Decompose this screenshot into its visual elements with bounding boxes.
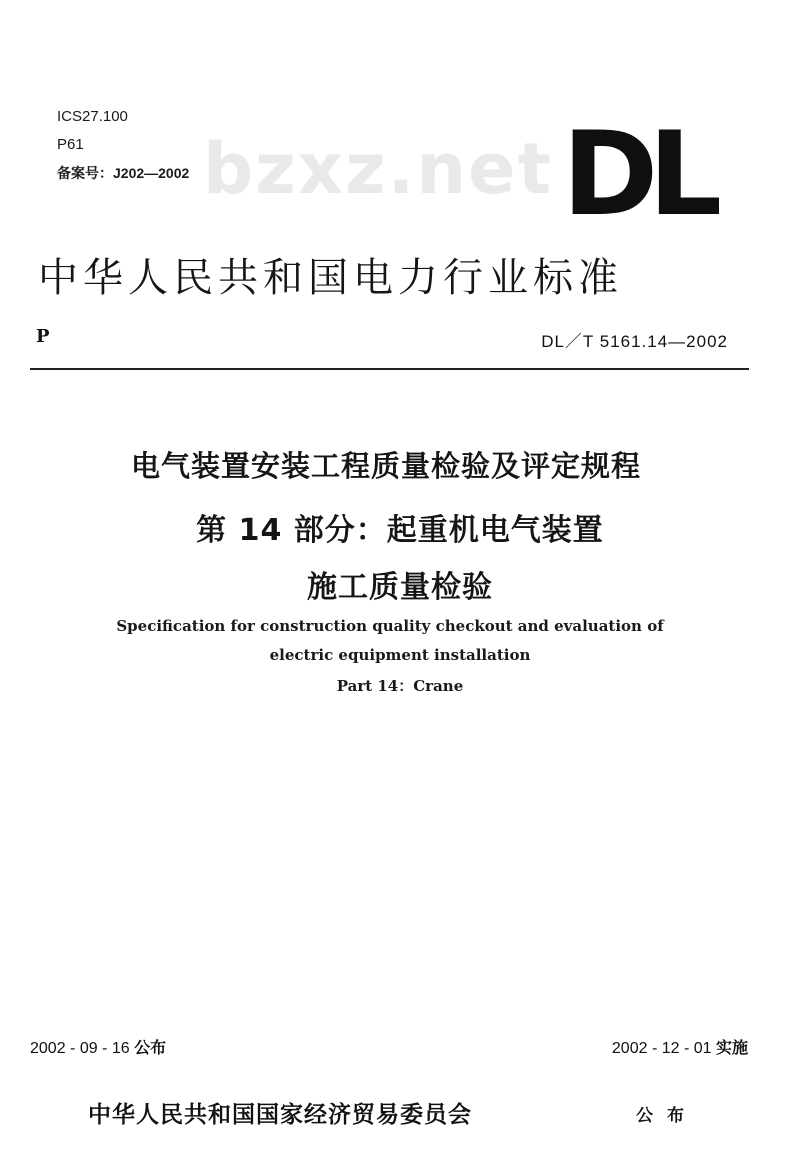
publish-label: 公布	[636, 1106, 698, 1126]
issue-date-label: 公布	[134, 1040, 167, 1057]
issue-date-value: 2002 - 09 - 16	[30, 1040, 130, 1057]
category-code: P	[36, 326, 50, 347]
header-divider	[30, 368, 749, 370]
standard-number: DL／T 5161.14—2002	[541, 332, 728, 351]
watermark: bzxz.net	[203, 128, 554, 210]
filing-number: 备案号：J202—2002	[57, 165, 190, 181]
title-en-line1: Specification for construction quality checkout and evaluation of	[116, 617, 664, 635]
title-cn-line1: 电气装置安装工程质量检验及评定规程	[130, 449, 641, 483]
title-cn-line3: 施工质量检验	[307, 570, 493, 605]
implementation-date	[612, 1035, 748, 1058]
implementation-date-value: 2002 - 12 - 01	[611, 1040, 712, 1057]
ccs-code: P61	[57, 136, 84, 153]
standard-type-heading: 中华人民共和国电力行业标准	[38, 255, 623, 301]
implementation-date-label: 实施	[715, 1040, 748, 1057]
issue-date	[30, 1035, 166, 1058]
title-en-line2: electric equipment installation	[269, 646, 531, 664]
title-cn-line2: 第 14 部分：起重机电气装置	[196, 513, 604, 548]
dl-logo: DL	[562, 107, 713, 242]
ics-code: ICS27.100	[57, 108, 128, 125]
issuing-authority: 中华人民共和国国家经济贸易委员会	[88, 1102, 472, 1128]
title-en-line3: Part 14：Crane	[336, 677, 464, 695]
